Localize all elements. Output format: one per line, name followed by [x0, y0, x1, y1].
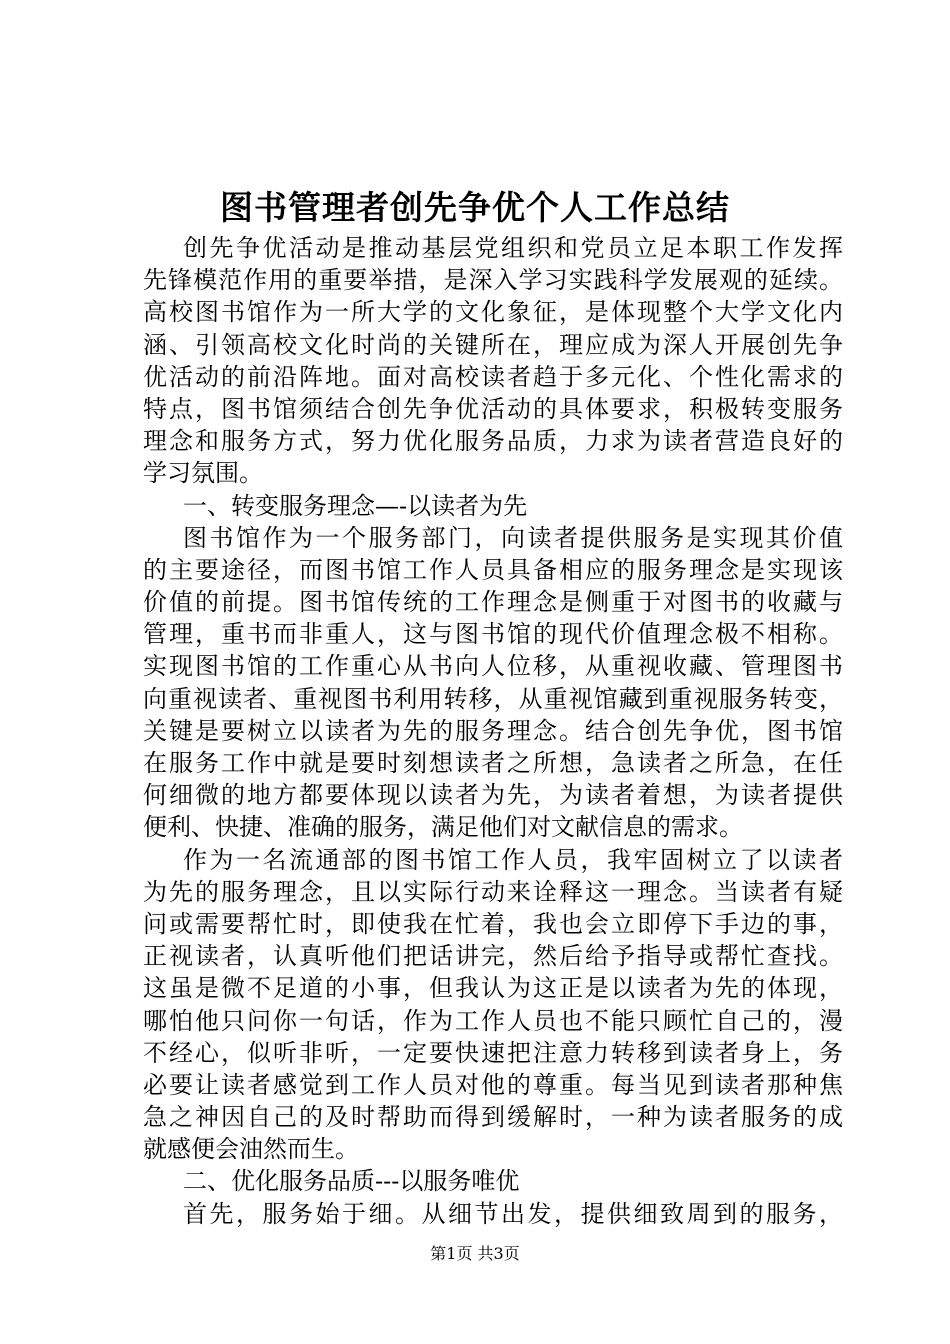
- text-line: 管理，重书而非重人，这与图书馆的现代价值理念极不相称。: [143, 620, 843, 649]
- text-line: 必要让读者感觉到工作人员对他的尊重。每当见到读者那种焦: [143, 1070, 843, 1099]
- page-footer: 第1页 共3页: [430, 1244, 520, 1263]
- text-line: 何细微的地方都要体现以读者为先，为读者着想，为读者提供: [143, 781, 843, 810]
- text-line: 问或需要帮忙时，即使我在忙着，我也会立即停下手边的事，: [143, 909, 843, 938]
- text-line: 一、转变服务理念—-以读者为先: [183, 491, 528, 520]
- text-line: 涵、引领高校文化时尚的关键所在，理应成为深人开展创先争: [143, 330, 843, 359]
- text-line: 关键是要树立以读者为先的服务理念。结合创先争优，图书馆: [143, 716, 843, 745]
- text-line: 就感便会油然而生。: [143, 1135, 359, 1164]
- text-line: 哪怕他只问你一句话，作为工作人员也不能只顾忙自己的，漫: [143, 1006, 843, 1035]
- text-line: 学习氛围。: [143, 459, 263, 488]
- text-line: 高校图书馆作为一所大学的文化象征，是体现整个大学文化内: [143, 298, 843, 327]
- text-line: 价值的前提。图书馆传统的工作理念是侧重于对图书的收藏与: [143, 588, 843, 617]
- text-line: 理念和服务方式，努力优化服务品质，力求为读者营造良好的: [143, 427, 843, 456]
- text-line: 正视读者，认真听他们把话讲完，然后给予指导或帮忙查找。: [143, 942, 843, 971]
- text-line: 向重视读者、重视图书利用转移，从重视馆藏到重视服务转变，: [143, 684, 843, 713]
- document-body: [143, 232, 843, 1230]
- text-line: 实现图书馆的工作重心从书向人位移，从重视收藏、管理图书: [143, 652, 843, 681]
- text-line: 在服务工作中就是要时刻想读者之所想，急读者之所急，在任: [143, 749, 843, 777]
- text-line: 首先，服务始于细。从细节出发，提供细致周到的服务，: [183, 1199, 843, 1228]
- text-line: 优活动的前沿阵地。面对高校读者趋于多元化、个性化需求的: [143, 362, 843, 391]
- text-line: 作为一名流通部的图书馆工作人员，我牢固树立了以读者: [183, 845, 843, 874]
- text-line: 的主要途径，而图书馆工作人员具备相应的服务理念是实现该: [143, 555, 843, 584]
- text-line: 为先的服务理念，且以实际行动来诠释这一理念。当读者有疑: [143, 877, 843, 906]
- document-title: 图书管理者创先争优个人工作总结: [220, 188, 730, 227]
- text-line: 二、优化服务品质---以服务唯优: [183, 1167, 520, 1196]
- text-line: 这虽是微不足道的小事，但我认为这正是以读者为先的体现，: [143, 974, 843, 1003]
- text-line: 不经心，似听非听，一定要快速把注意力转移到读者身上，务: [143, 1038, 843, 1067]
- text-line: 先锋模范作用的重要举措，是深入学习实践科学发展观的延续。: [143, 266, 843, 295]
- text-line: 急之神因自己的及时帮助而得到缓解时，一种为读者服务的成: [143, 1103, 843, 1132]
- text-line: 特点，图书馆须结合创先争优活动的具体要求，积极转变服务: [143, 394, 843, 423]
- text-line: 图书馆作为一个服务部门，向读者提供服务是实现其价值: [183, 523, 843, 552]
- text-line: 创先争优活动是推动基层党组织和党员立足本职工作发挥: [183, 234, 843, 262]
- text-line: 便利、快捷、准确的服务，满足他们对文献信息的需求。: [143, 813, 743, 842]
